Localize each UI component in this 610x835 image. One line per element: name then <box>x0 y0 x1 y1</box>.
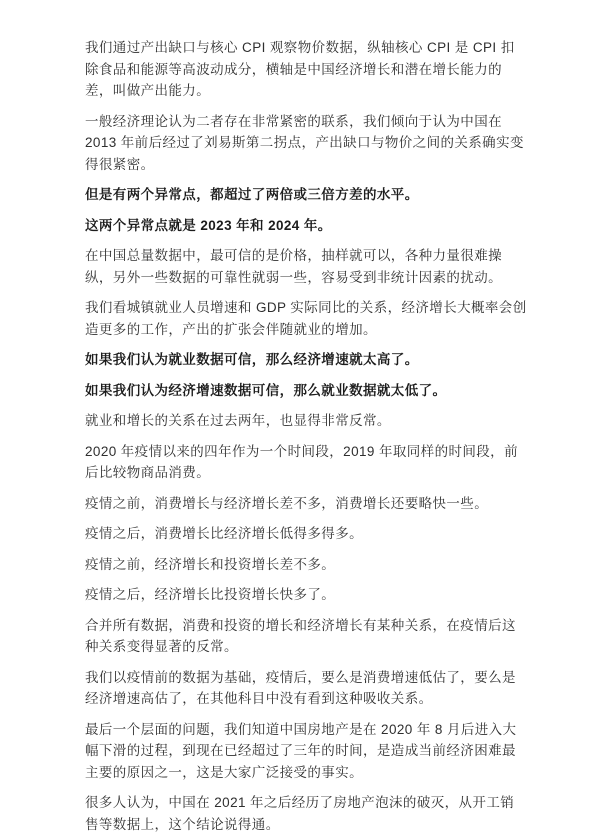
paragraph-16: 我们以疫情前的数据为基础，疫情后，要么是消费增速低估了，要么是经济增速高估了，在其他科目中没有看到这种吸收关系。 <box>85 669 516 706</box>
paragraph-2: 一般经济理论认为二者存在非常紧密的联系，我们倾向于认为中国在 2013 年前后经过了刘易斯第二拐点，产出缺口与物价之间的关系确实变得很紧密。 <box>85 113 524 172</box>
paragraph-14: 疫情之后，经济增长比投资增长快多了。 <box>85 587 336 602</box>
paragraph-4: 这两个异常点就是 2023 年和 2024 年。 <box>85 217 332 233</box>
paragraph-18: 很多人认为，中国在 2021 年之后经历了房地产泡沫的破灭，从开工销售等数据上，这个结论说得通。 <box>85 795 515 832</box>
paragraph-12: 疫情之后，消费增长比经济增长低得多得多。 <box>85 526 363 541</box>
paragraph-8: 如果我们认为经济增速数据可信，那么就业数据就太低了。 <box>85 382 447 398</box>
paragraph-9: 就业和增长的关系在过去两年，也显得非常反常。 <box>85 413 391 428</box>
paragraph-6: 我们看城镇就业人员增速和 GDP 实际同比的关系，经济增长大概率会创造更多的工作，产出的扩张会伴随就业的增加。 <box>85 300 527 337</box>
paragraph-5: 在中国总量数据中，最可信的是价格，抽样就可以，各种力量很难操纵，另外一些数据的可靠性就弱一些，容易受到非统计因素的扰动。 <box>85 248 502 285</box>
paragraph-1: 我们通过产出缺口与核心 CPI 观察物价数据，纵轴核心 CPI 是 CPI 扣除食品和能源等高波动成分，横轴是中国经济增长和潜在增长能力的差，叫做产出能力。 <box>85 40 515 98</box>
paragraph-13: 疫情之前，经济增长和投资增长差不多。 <box>85 556 336 572</box>
paragraph-3: 但是有两个异常点，都超过了两倍或三倍方差的水平。 <box>85 187 419 202</box>
paragraph-17: 最后一个层面的问题，我们知道中国房地产是在 2020 年 8 月后进入大幅下滑的过程，到现在已经超过了三年的时间，是造成当前经济困难最主要的原因之一，这是大家广泛接受的事实。 <box>85 721 517 780</box>
paragraph-11: 疫情之前，消费增长与经济增长差不多，消费增长还要略快一些。 <box>85 495 489 511</box>
paragraph-15: 合并所有数据，消费和投资的增长和经济增长有某种关系，在疫情后这种关系变得显著的反常。 <box>85 617 516 654</box>
paragraph-7: 如果我们认为就业数据可信，那么经济增速就太高了。 <box>85 352 419 367</box>
paragraph-10: 2020 年疫情以来的四年作为一个时间段，2019 年取同样的时间段，前后比较物商品消费。 <box>85 443 518 480</box>
